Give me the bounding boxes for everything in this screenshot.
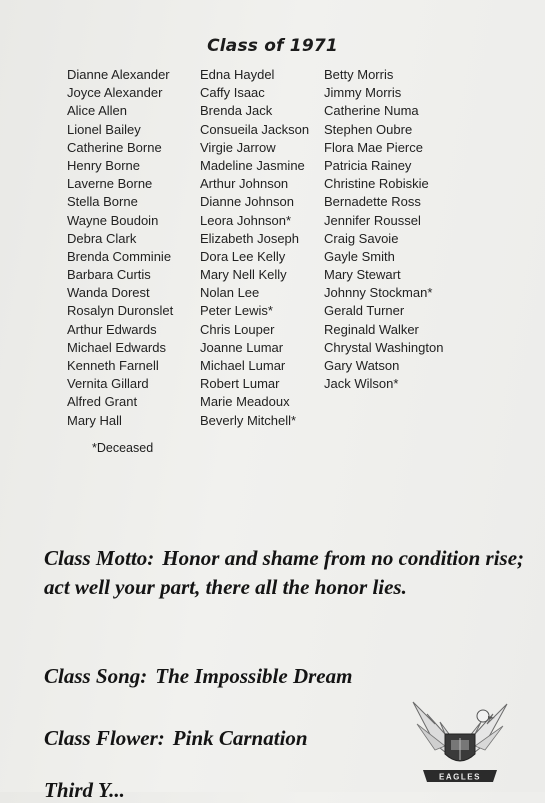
class-member-name: Alice Allen <box>67 103 127 119</box>
class-member-name: Mary Stewart <box>324 267 401 283</box>
class-member-name: Chrystal Washington <box>324 339 444 355</box>
class-member-name: Flora Mae Pierce <box>324 139 423 155</box>
class-member-name: Dianne Johnson <box>200 194 294 210</box>
class-member-name: Bernadette Ross <box>324 194 421 210</box>
name-column-3 <box>324 66 443 393</box>
page-title: Class of 1971 <box>207 36 338 56</box>
class-member-name: Marie Meadoux <box>200 394 290 410</box>
class-member-name: Mary Nell Kelly <box>200 267 287 283</box>
class-member-name: Vernita Gillard <box>67 376 149 392</box>
class-flower-text: Pink Carnation <box>172 726 308 750</box>
class-member-name: Virgie Jarrow <box>200 139 276 155</box>
class-member-name: Betty Morris <box>324 67 394 82</box>
class-member-name: Leora Johnson* <box>200 212 292 228</box>
class-member-name: Dora Lee Kelly <box>200 248 286 264</box>
class-member-name: Arthur Johnson <box>200 176 289 192</box>
class-flower-label: Class Flower: <box>44 726 165 750</box>
class-member-name: Chris Louper <box>200 321 275 337</box>
class-member-name: Jennifer Roussel <box>324 212 421 228</box>
class-member-name: Peter Lewis* <box>200 303 273 319</box>
class-member-name: Edna Haydel <box>200 67 275 82</box>
class-member-name: Johnny Stockman* <box>324 285 433 301</box>
class-member-name: Brenda Comminie <box>67 248 172 264</box>
class-member-name: Caffy Isaac <box>200 85 265 101</box>
class-member-name: Catherine Borne <box>67 139 162 155</box>
class-member-name: Robert Lumar <box>200 376 280 392</box>
class-member-name: Reginald Walker <box>324 321 419 337</box>
class-member-name: Gary Watson <box>324 358 400 373</box>
class-motto-label: Class Motto: <box>44 546 155 570</box>
class-member-name: Rosalyn Duronslet <box>67 303 174 319</box>
class-member-name: Lionel Bailey <box>67 121 141 137</box>
class-member-name: Stella Borne <box>67 194 138 210</box>
class-member-name: Jimmy Morris <box>324 85 402 101</box>
class-member-name: Catherine Numa <box>324 103 419 119</box>
class-member-name: Wanda Dorest <box>67 285 150 301</box>
class-member-name: Alfred Grant <box>67 394 138 410</box>
class-member-name: Michael Edwards <box>67 339 166 355</box>
class-member-name: Henry Borne <box>67 157 140 173</box>
class-motto <box>44 544 524 602</box>
class-member-name: Arthur Edwards <box>67 321 157 337</box>
cut-off-heading: Third Y... <box>44 778 125 802</box>
class-member-name: Craig Savoie <box>324 230 399 246</box>
class-member-name: Consueila Jackson <box>200 121 310 137</box>
class-member-name: Christine Robiskie <box>324 176 429 192</box>
class-member-name: Michael Lumar <box>200 358 286 373</box>
class-member-name: Barbara Curtis <box>67 267 151 283</box>
class-song <box>44 664 352 689</box>
svg-text:EAGLES: EAGLES <box>439 772 481 782</box>
class-member-name: Elizabeth Joseph <box>200 230 300 246</box>
class-member-name: Mary Hall <box>67 412 122 428</box>
class-motto-text: Honor and shame from no condition rise; act well your part, there all the honor lies. <box>44 546 525 599</box>
class-member-name: Laverne Borne <box>67 176 153 192</box>
class-song-label: Class Song: <box>44 664 148 688</box>
class-member-name: Gerald Turner <box>324 303 405 319</box>
bleed-through-text <box>470 230 473 242</box>
class-song-text: The Impossible Dream <box>155 664 353 688</box>
class-member-name: Joanne Lumar <box>200 339 284 355</box>
class-member-name: Gayle Smith <box>324 248 395 264</box>
class-member-name: Stephen Oubre <box>324 121 413 137</box>
class-member-name: Beverly Mitchell* <box>200 412 297 428</box>
class-member-name: Patricia Rainey <box>324 157 412 173</box>
class-member-name: Joyce Alexander <box>67 85 163 101</box>
class-member-name: Wayne Boudoin <box>67 212 159 228</box>
name-column-2 <box>200 66 309 430</box>
class-flower <box>44 726 308 751</box>
class-member-name: Debra Clark <box>67 230 137 246</box>
class-member-name: Nolan Lee <box>200 285 260 301</box>
class-member-name: Kenneth Farnell <box>67 358 159 373</box>
class-member-name: Jack Wilson* <box>324 376 399 392</box>
class-member-name: Brenda Jack <box>200 103 273 119</box>
name-column-1 <box>67 66 173 430</box>
class-member-name: Madeline Jasmine <box>200 157 305 173</box>
deceased-footnote: *Deceased <box>92 441 154 455</box>
class-member-name: Dianne Alexander <box>67 67 170 82</box>
eagle-crest-icon <box>405 694 515 786</box>
